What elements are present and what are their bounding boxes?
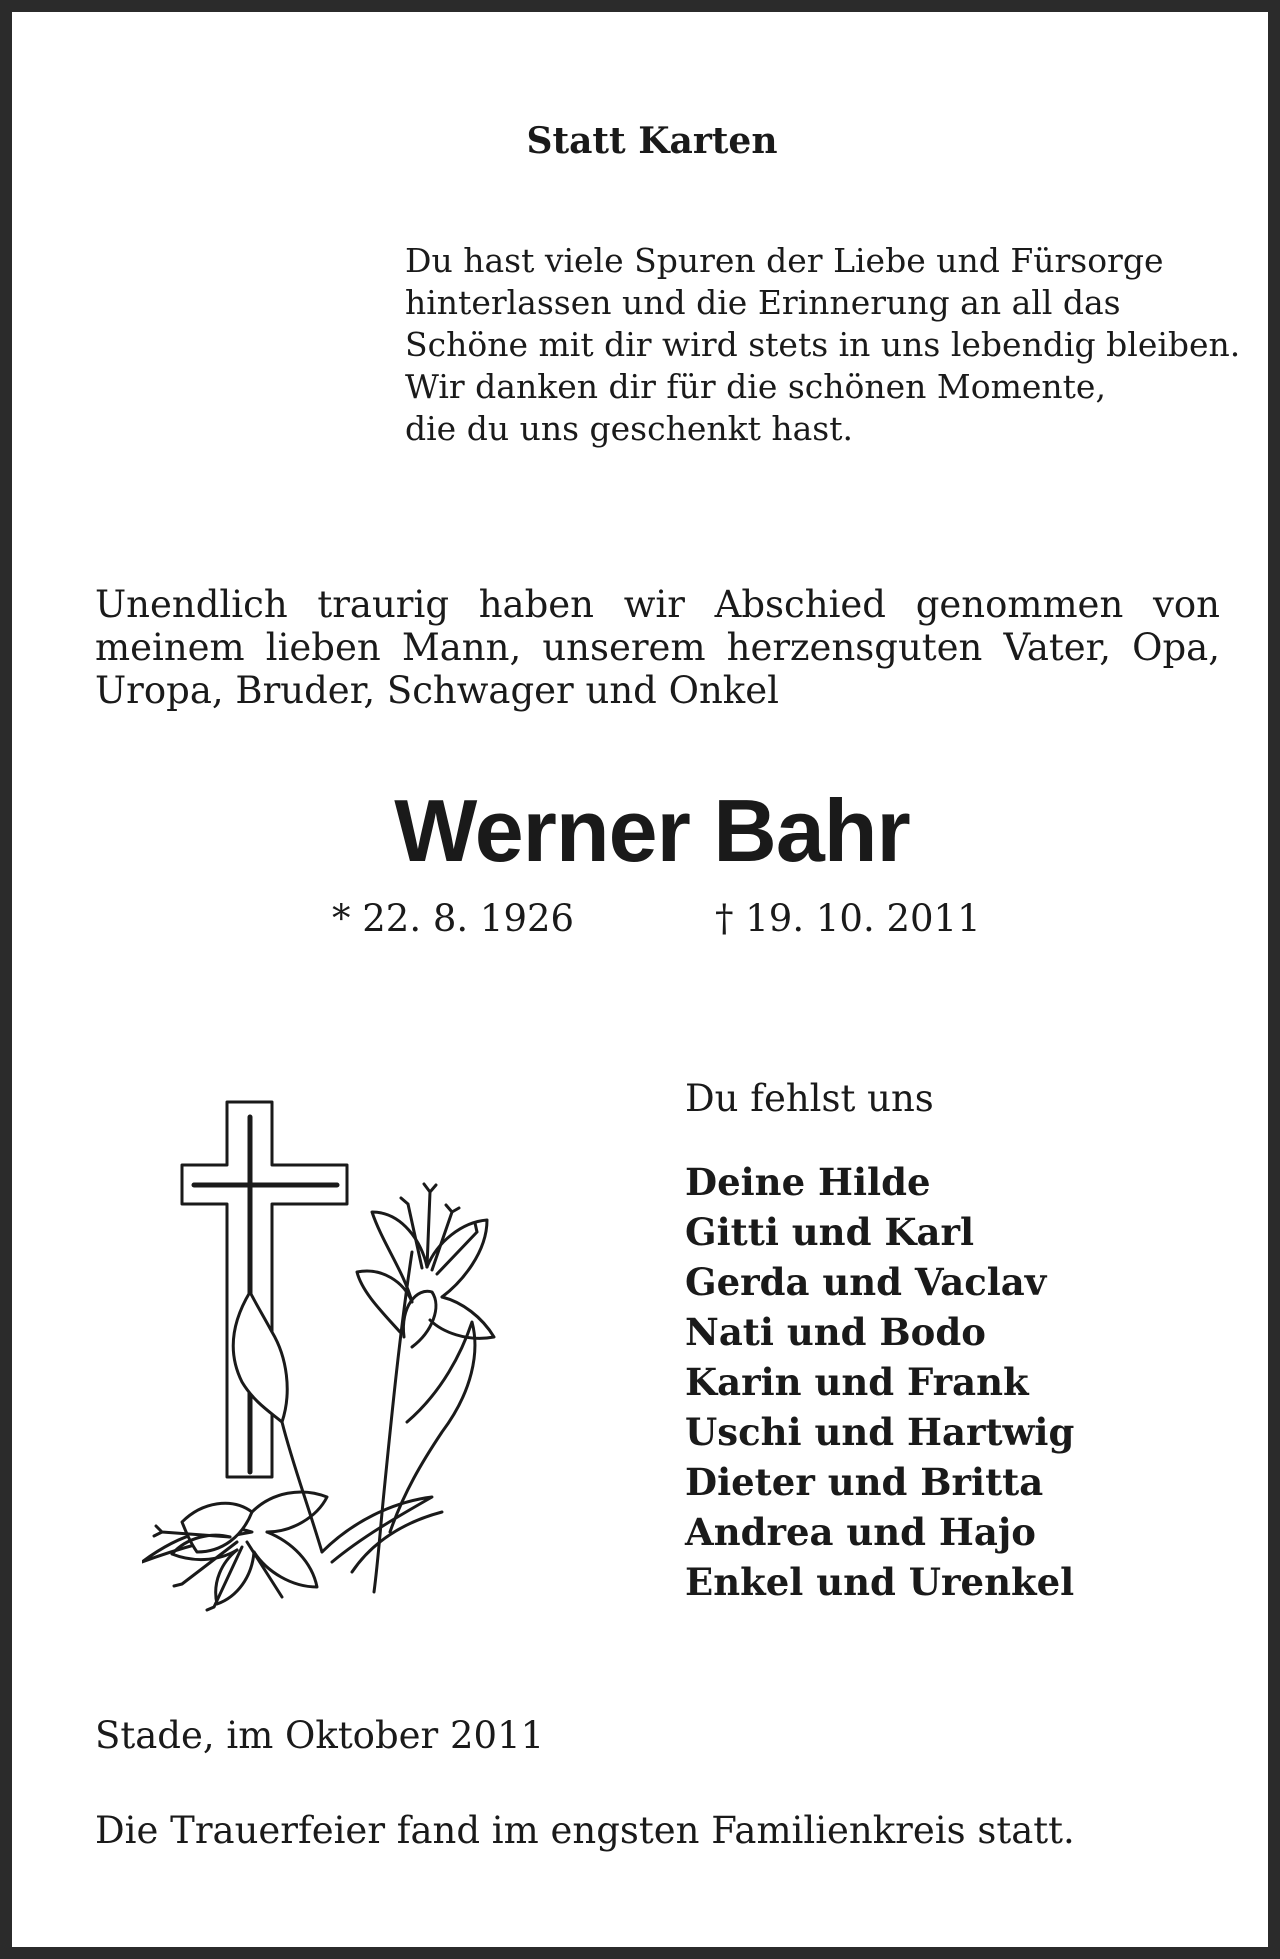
- place-date: Stade, im Oktober 2011: [95, 1714, 545, 1757]
- family-member: Gitti und Karl: [685, 1210, 975, 1254]
- family-signatures: [685, 1157, 1074, 1607]
- family-member: Gerda und Vaclav: [685, 1260, 1047, 1304]
- birth-date: * 22. 8. 1926: [332, 897, 575, 940]
- heading: Statt Karten: [526, 120, 778, 162]
- poem-line: Wir danken dir für die schönen Momente,: [405, 367, 1106, 406]
- poem-line: die du uns geschenkt hast.: [405, 409, 853, 448]
- service-note: Die Trauerfeier fand im engsten Familienkreis statt.: [95, 1809, 1075, 1852]
- family-member: Enkel und Urenkel: [685, 1560, 1075, 1604]
- family-member: Uschi und Hartwig: [685, 1410, 1075, 1454]
- cross-with-lilies-icon: [142, 1092, 522, 1612]
- poem-line: hinterlassen und die Erinnerung an all das: [405, 283, 1121, 322]
- poem: [405, 240, 1240, 450]
- family-member: Nati und Bodo: [685, 1310, 986, 1354]
- poem-line: Schöne mit dir wird stets in uns lebendig bleiben.: [405, 325, 1241, 364]
- family-member: Andrea und Hajo: [685, 1510, 1036, 1554]
- death-date: † 19. 10. 2011: [715, 897, 981, 940]
- family-member: Deine Hilde: [685, 1160, 931, 1204]
- family-member: Dieter und Britta: [685, 1460, 1044, 1504]
- intro-text: Unendlich traurig haben wir Abschied genommen von meinem lieben Mann, unserem herzensguten Vater, Opa, Uropa, Bruder, Schwager und Onkel: [95, 583, 1220, 712]
- family-member: Karin und Frank: [685, 1360, 1029, 1404]
- poem-line: Du hast viele Spuren der Liebe und Fürsorge: [405, 241, 1164, 280]
- missing-text: Du fehlst uns: [685, 1077, 934, 1120]
- deceased-name: Werner Bahr: [394, 781, 910, 880]
